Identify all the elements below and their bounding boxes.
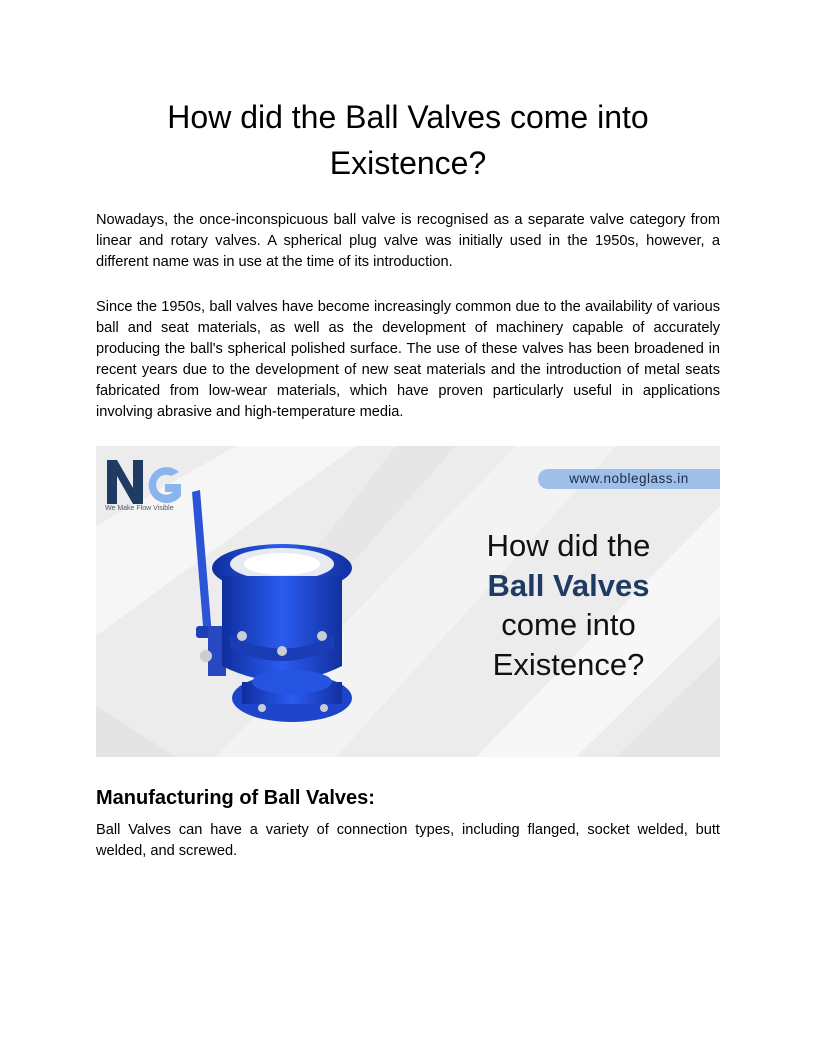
banner-headline-bold: Ball Valves <box>487 567 650 603</box>
banner-headline-line-1: How did the <box>486 528 651 563</box>
intro-paragraph: Nowadays, the once-inconspicuous ball valve is recognised as a separate valve category from linear and rotary valves. A spherical plug valve was initially used in the 1950s, however, a different name was in use at the time of its introduction. <box>96 212 720 270</box>
section-paragraph: Ball Valves can have a variety of connection types, including flanged, socket welded, butt welded, and screwed. <box>96 822 720 859</box>
page-title: How did the Ball Valves come into Existence? <box>167 99 649 181</box>
banner-headline-line-3: come into <box>501 607 636 642</box>
banner-headline <box>426 526 711 684</box>
logo-tagline: We Make Flow Visible <box>105 505 174 512</box>
ball-valve-illustration <box>182 486 372 736</box>
section-heading: Manufacturing of Ball Valves: <box>96 787 375 809</box>
website-url-pill: www.nobleglass.in <box>538 469 720 489</box>
ball-valve-banner-image <box>96 446 720 757</box>
history-paragraph: Since the 1950s, ball valves have become increasingly common due to the availability of various ball and seat materials, as well as the development of machinery capable of accurately producing the ball's spherical polished surface. The use of these valves has been broadened in recent years due to the development of new seat materials and the introduction of metal seats fabricated from low-wear materials, which have proven particularly useful in applications involving abrasive and high-temperature media. <box>96 299 720 420</box>
banner-headline-line-4: Existence? <box>492 646 645 682</box>
